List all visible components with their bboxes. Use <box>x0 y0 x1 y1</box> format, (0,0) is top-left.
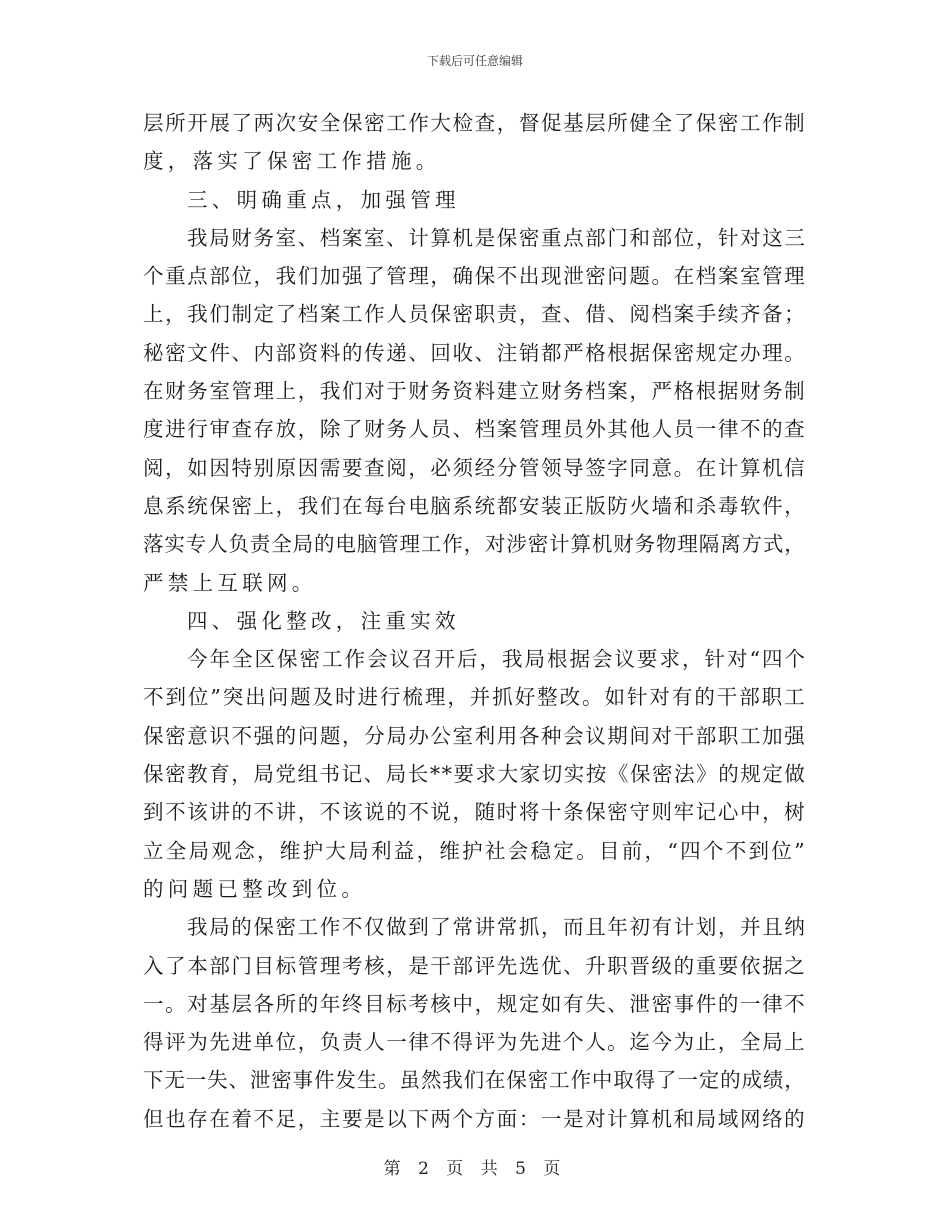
text-line: 度，落实了保密工作措施。 <box>143 149 441 174</box>
text-line: 秘 密 文 件 、 内 部 资 料 的 传 递 、 回 收 、 注 销 都 严 格 根 据 保 密 规 定 办 理 。 <box>143 340 805 365</box>
text-line: 但 也 存 在 着 不 足 ， 主 要 是 以 下 两 个 方 面 ： 一 是 对 计 算 机 和 局 域 网 络 的 <box>143 1106 805 1131</box>
text-line: 在 财 务 室 管 理 上 ， 我 们 对 于 财 务 资 料 建 立 财 务 档 案 ， 严 格 根 据 财 务 制 <box>143 379 805 404</box>
text-line: 保 密 教 育 ， 局 党 组 书 记 、 局 长 * * 要 求 大 家 切 实 按 《 保 密 法 》 的 规 定 做 <box>143 762 805 787</box>
text-line: 落 实 专 人 负 责 全 局 的 电 脑 管 理 工 作 ， 对 涉 密 计 算 机 财 务 物 理 隔 离 方 式 ， <box>143 532 805 557</box>
text-line: 立 全 局 观 念 ， 维 护 大 局 利 益 ， 维 护 社 会 稳 定 。 目 前 ， “ 四 个 不 到 位 ” <box>143 838 805 863</box>
page-header: 下载后可任意编辑 <box>426 54 523 68</box>
text-line: 我 局 财 务 室 、 档 案 室 、 计 算 机 是 保 密 重 点 部 门 和 部 位 ， 针 对 这 三 <box>187 225 805 250</box>
text-line: 得 评 为 先 进 单 位 ， 负 责 人 一 律 不 得 评 为 先 进 个 人 。 迄 今 为 止 ， 全 局 上 <box>143 1030 805 1055</box>
text-line: 的问题已整改到位。 <box>143 876 367 901</box>
text-line: 一 。 对 基 层 各 所 的 年 终 目 标 考 核 中 ， 规 定 如 有 失 、 泄 密 事 件 的 一 律 不 <box>143 991 805 1016</box>
page-footer: 第 2 页 共 5 页 <box>383 1159 567 1179</box>
text-line: 层 所 开 展 了 两 次 安 全 保 密 工 作 大 检 查 ， 督 促 基 层 所 健 全 了 保 密 工 作 制 <box>143 111 805 135</box>
text-line: 严禁上互联网。 <box>143 570 317 595</box>
text-line: 入 了 本 部 门 目 标 管 理 考 核 ， 是 干 部 评 先 选 优 、 升 职 晋 级 的 重 要 依 据 之 <box>143 953 805 978</box>
text-line: 阅 ， 如 因 特 别 原 因 需 要 查 阅 ， 必 须 经 分 管 领 导 签 字 同 意 。 在 计 算 机 信 <box>143 455 805 480</box>
text-line: 我 局 的 保 密 工 作 不 仅 做 到 了 常 讲 常 抓 ， 而 且 年 初 有 计 划 ， 并 且 纳 <box>187 915 805 940</box>
text-line: 个 重 点 部 位 ， 我 们 加 强 了 管 理 ， 确 保 不 出 现 泄 密 问 题 。 在 档 案 室 管 理 <box>143 264 805 289</box>
text-line: 今 年 全 区 保 密 工 作 会 议 召 开 后 ， 我 局 根 据 会 议 要 求 ， 针 对 “ 四 个 <box>187 647 805 672</box>
text-line: 到 不 该 讲 的 不 讲 ， 不 该 说 的 不 说 ， 随 时 将 十 条 保 密 守 则 牢 记 心 中 ， 树 <box>143 800 805 825</box>
section-heading: 四、强化整改，注重实效 <box>187 608 460 633</box>
section-heading: 三、明确重点，加强管理 <box>187 187 460 212</box>
document-body <box>143 104 805 1138</box>
text-line: 上 ， 我 们 制 定 了 档 案 工 作 人 员 保 密 职 责 ， 查 、 借 、 阅 档 案 手 续 齐 备 ； <box>143 302 805 327</box>
text-line: 不 到 位 ” 突 出 问 题 及 时 进 行 梳 理 ， 并 抓 好 整 改 。 如 针 对 有 的 干 部 职 工 <box>143 685 805 710</box>
text-line: 息 系 统 保 密 上 ， 我 们 在 每 台 电 脑 系 统 都 安 装 正 版 防 火 墙 和 杀 毒 软 件 ， <box>143 493 805 518</box>
text-line: 度 进 行 审 查 存 放 ， 除 了 财 务 人 员 、 档 案 管 理 员 外 其 他 人 员 一 律 不 的 查 <box>143 417 805 442</box>
text-line: 保 密 意 识 不 强 的 问 题 ， 分 局 办 公 室 利 用 各 种 会 议 期 间 对 干 部 职 工 加 强 <box>143 723 805 748</box>
text-line: 下 无 一 失 、 泄 密 事 件 发 生 。 虽 然 我 们 在 保 密 工 作 中 取 得 了 一 定 的 成 绩 ， <box>143 1068 805 1093</box>
